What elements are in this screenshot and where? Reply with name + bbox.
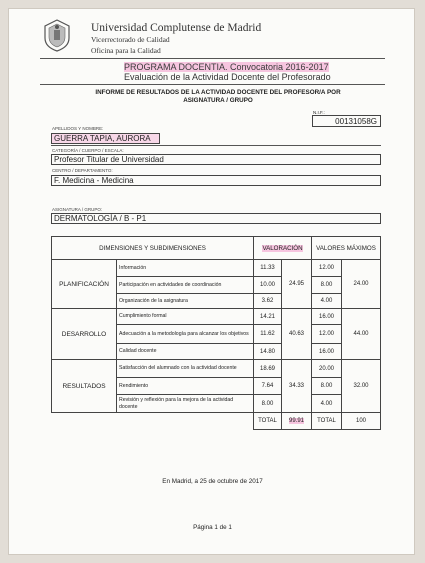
subdimension-value: 10.00 <box>254 277 282 294</box>
total-row <box>52 413 381 430</box>
subdimension-max: 20.00 <box>312 360 342 378</box>
subject-label: ASIGNATURA / GRUPO: <box>52 207 103 212</box>
subdimension-max: 4.00 <box>312 395 342 413</box>
category-label: CATEGORÍA / CUERPO / ESCALA: <box>52 148 124 153</box>
subdimension-label: Revisión y reflexión para la mejora de la actividad docente <box>117 395 254 413</box>
subdimension-max: 8.00 <box>312 378 342 395</box>
subdimension-label: Organización de la asignatura <box>117 294 254 309</box>
subdimension-value: 3.62 <box>254 294 282 309</box>
university-seal-icon <box>41 18 73 52</box>
center-label: CENTRO / DEPARTAMENTO: <box>52 168 113 173</box>
program-title: PROGRAMA DOCENTIA. Convocatoria 2016-2017 <box>124 62 329 72</box>
subdimension-value: 7.64 <box>254 378 282 395</box>
subdimension-value: 11.33 <box>254 260 282 277</box>
subdimension-max: 12.00 <box>312 260 342 277</box>
subdimension-label: Satisfacción del alumnado con la actividad docente <box>117 360 254 378</box>
group-desarrollo: DESARROLLO <box>52 309 117 360</box>
total-value: 99.91 <box>282 413 312 430</box>
subdimension-label: Adecuación a la metodología para alcanzar los objetivos <box>117 325 254 344</box>
group-subtotal: 34.33 <box>282 360 312 413</box>
group-planificacion: PLANIFICACIÓN <box>52 260 117 309</box>
name-value: GUERRA TAPIA, AURORA <box>51 133 160 144</box>
subject-value: DERMATOLOGÍA / B - P1 <box>51 213 381 224</box>
subdimension-value: 18.69 <box>254 360 282 378</box>
program-divider <box>40 84 385 85</box>
nif-label: N.I.F.: <box>313 110 325 115</box>
header-divider <box>40 58 385 59</box>
office-name: Oficina para la Calidad <box>91 46 161 55</box>
category-value: Profesor Titular de Universidad <box>51 154 381 165</box>
subdimension-max: 4.00 <box>312 294 342 309</box>
program-block <box>124 62 331 82</box>
subdimension-label: Participación en actividades de coordinación <box>117 277 254 294</box>
header-maximos: VALORES MÁXIMOS <box>312 237 381 260</box>
subdimension-value: 14.80 <box>254 344 282 360</box>
program-subtitle: Evaluación de la Actividad Docente del Profesorado <box>124 72 331 82</box>
header-valoracion: VALORACIÓN <box>254 237 312 260</box>
subdimension-label: Rendimiento <box>117 378 254 395</box>
name-underline <box>51 145 381 146</box>
subdimension-value: 8.00 <box>254 395 282 413</box>
subdimension-label: Información <box>117 260 254 277</box>
results-table <box>51 236 381 430</box>
group-max-total: 32.00 <box>342 360 381 413</box>
max-total-label: TOTAL <box>312 413 342 430</box>
table-row <box>52 360 381 378</box>
report-title: INFORME DE RESULTADOS DE LA ACTIVIDAD DOCENTE DEL PROFESOR/A POR ASIGNATURA / GRUPO <box>95 89 341 104</box>
center-value: F. Medicina - Medicina <box>51 175 381 186</box>
university-name: Universidad Complutense de Madrid <box>91 22 262 34</box>
page-number: Página 1 de 1 <box>193 524 232 531</box>
university-header <box>91 22 261 56</box>
table-row <box>52 260 381 277</box>
group-resultados: RESULTADOS <box>52 360 117 413</box>
subdimension-max: 16.00 <box>312 344 342 360</box>
table-header-row <box>52 237 381 260</box>
total-label: TOTAL <box>254 413 282 430</box>
max-total-value: 100 <box>342 413 381 430</box>
group-subtotal: 24.95 <box>282 260 312 309</box>
vicerrectorado-name: Vicerrectorado de Calidad <box>91 35 170 44</box>
subdimension-value: 11.62 <box>254 325 282 344</box>
subdimension-label: Calidad docente <box>117 344 254 360</box>
group-max-total: 44.00 <box>342 309 381 360</box>
subdimension-value: 14.21 <box>254 309 282 325</box>
subdimension-label: Cumplimiento formal <box>117 309 254 325</box>
nif-value: 00131058G <box>312 115 381 127</box>
name-label: APELLIDOS Y NOMBRE: <box>52 126 104 131</box>
group-max-total: 24.00 <box>342 260 381 309</box>
subdimension-max: 16.00 <box>312 309 342 325</box>
subdimension-max: 12.00 <box>312 325 342 344</box>
table-row <box>52 309 381 325</box>
subdimension-max: 8.00 <box>312 277 342 294</box>
group-subtotal: 40.63 <box>282 309 312 360</box>
place-date: En Madrid, a 25 de octubre de 2017 <box>162 478 263 485</box>
header-dimensions: DIMENSIONES Y SUBDIMENSIONES <box>52 237 254 260</box>
